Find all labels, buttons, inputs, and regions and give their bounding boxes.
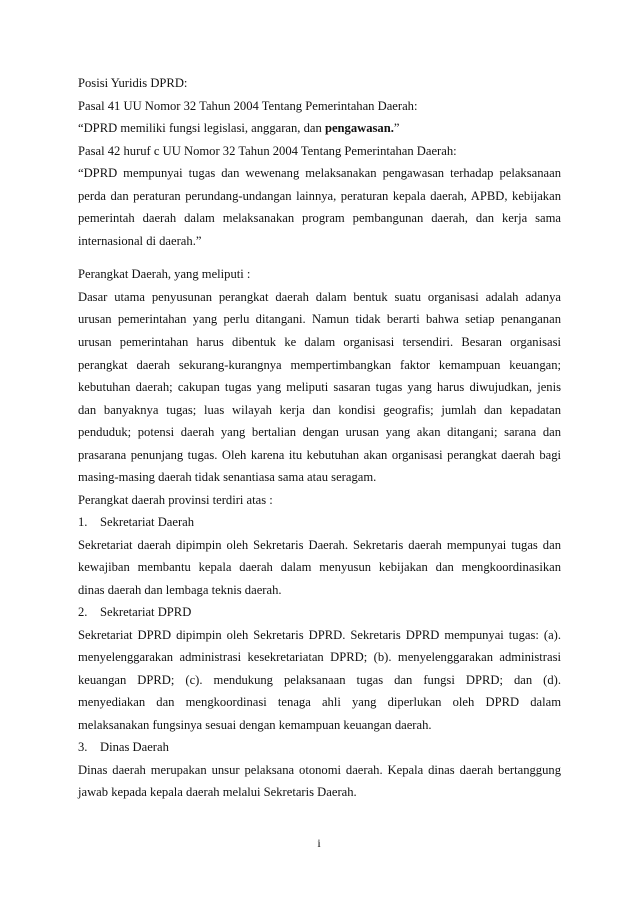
paragraph-line: perda dan peraturan perundang-undangan lainnya, peraturan kepala daerah, APBD, kebijakan	[78, 189, 561, 203]
list-title: Dinas Daerah	[100, 740, 169, 754]
list-intro: Perangkat daerah provinsi terdiri atas :	[78, 493, 273, 507]
paragraph-line: perangkat daerah sekurang-kurangnya mempertimbangkan faktor kemampuan keuangan;	[78, 358, 561, 372]
paragraph-line: Dinas daerah merupakan unsur pelaksana otonomi daerah. Kepala dinas daerah bertanggung	[78, 763, 561, 777]
paragraph-line: kewajiban membantu kepala daerah dalam menyusun kebijakan dan mengkoordinasikan	[78, 560, 561, 574]
quote-bold-text: pengawasan.	[324, 121, 394, 135]
paragraph-line: melaksanakan fungsinya sesuai dengan kemampuan keuangan daerah.	[78, 718, 432, 732]
paragraph-line: Dasar utama penyusunan perangkat daerah dalam bentuk suatu organisasi adalah adanya	[78, 290, 561, 304]
list-title: Sekretariat DPRD	[100, 605, 192, 619]
paragraph-line: Sekretariat DPRD dipimpin oleh Sekretaris DPRD. Sekretaris DPRD mempunyai tugas: (a).	[78, 628, 561, 642]
paragraph-line: dan banyaknya tugas; luas wilayah kerja dan kondisi geografis; jumlah dan kepadatan	[78, 403, 561, 417]
paragraph-line: urusan pemerintahan yang perlu ditangani. Namun tidak berarti bahwa setiap penanganan	[78, 312, 561, 326]
section-heading-yuridis: Posisi Yuridis DPRD:	[78, 76, 188, 90]
page-number: i	[317, 836, 321, 850]
list-number: 1.	[78, 515, 88, 529]
list-title: Sekretariat Daerah	[100, 515, 195, 529]
paragraph-line: masing-masing daerah tidak senantiasa sama atau seragam.	[78, 470, 377, 484]
paragraph-line: keuangan DPRD; (c). mendukung pelaksanaan tugas dan fungsi DPRD; dan (d).	[78, 673, 561, 687]
pasal-41-quote	[78, 121, 561, 136]
paragraph-line: urusan pemerintahan harus dibentuk ke dalam organisasi tersendiri. Besaran organisasi	[78, 335, 561, 349]
list-number: 3.	[78, 740, 88, 754]
list-number: 2.	[78, 605, 88, 619]
paragraph-line: menyediakan dan mengkoordinasi tenaga ahli yang diperlukan oleh DPRD dalam	[78, 695, 561, 709]
paragraph-line: internasional di daerah.”	[78, 234, 202, 248]
paragraph-line: kebutuhan daerah; cakupan tugas yang meliputi sasaran tugas yang harus diwujudkan, jenis	[78, 380, 561, 394]
paragraph-line: jawab kepada kepala daerah melalui Sekretaris Daerah.	[78, 785, 357, 799]
quote-text: “DPRD memiliki fungsi legislasi, anggaran, dan	[78, 121, 325, 135]
paragraph-line: menyelenggarakan administrasi kesekretariatan DPRD; (b). menyelenggarakan administrasi	[78, 650, 561, 664]
section-heading-perangkat: Perangkat Daerah, yang meliputi :	[78, 267, 251, 281]
paragraph-line: penduduk; potensi daerah yang bertalian dengan urusan yang akan ditangani; sarana dan	[78, 425, 561, 439]
paragraph-line: pemerintah daerah dalam melaksanakan program pembangunan daerah, dan kerja sama	[78, 211, 561, 225]
pasal-42-line: Pasal 42 huruf c UU Nomor 32 Tahun 2004 Tentang Pemerintahan Daerah:	[78, 144, 457, 158]
paragraph-line: prasarana penunjang tugas. Oleh karena itu kebutuhan akan organisasi perangkat daerah bagi	[78, 448, 561, 462]
quote-close: ”	[393, 121, 400, 135]
pasal-41-line: Pasal 41 UU Nomor 32 Tahun 2004 Tentang Pemerintahan Daerah:	[78, 99, 418, 113]
paragraph-line: dinas daerah dan lembaga teknis daerah.	[78, 583, 282, 597]
paragraph-line: “DPRD mempunyai tugas dan wewenang melaksanakan pengawasan terhadap pelaksanaan	[78, 166, 561, 180]
paragraph-line: Sekretariat daerah dipimpin oleh Sekretaris Daerah. Sekretaris daerah mempunyai tugas dan	[78, 538, 561, 552]
